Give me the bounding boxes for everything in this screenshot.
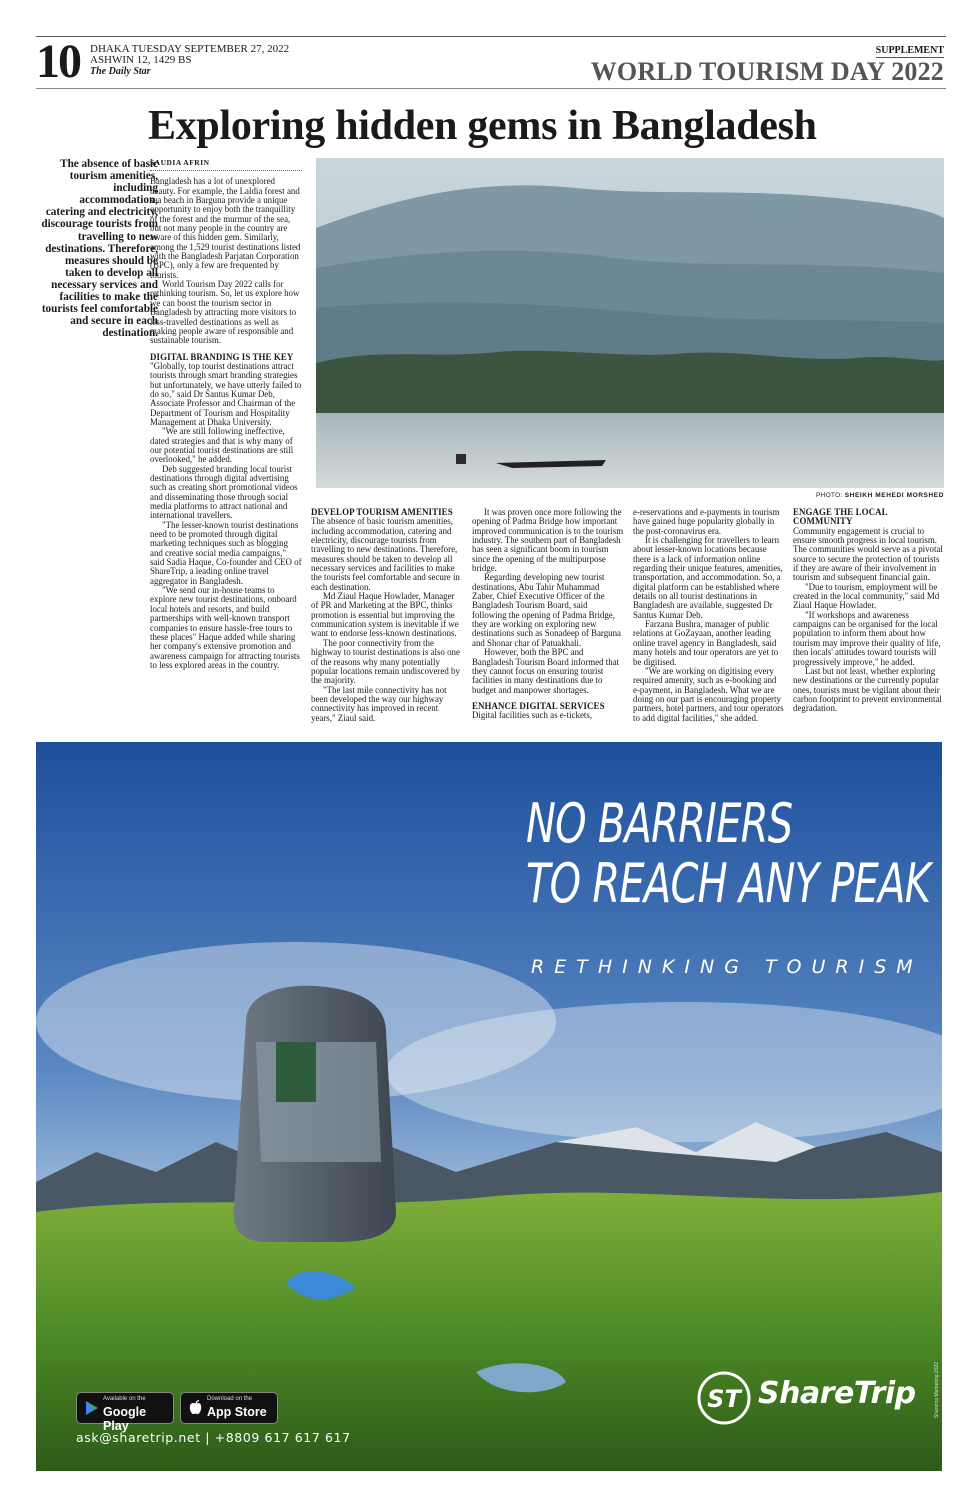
- paragraph: Md Ziaul Haque Howlader, Manager of PR and Marketing at the BPC, thinks promotion is essential but improving the communication system is inevitable if we want to endorse less-known destinations.: [311, 591, 459, 639]
- app-store-label: App Store: [207, 1405, 267, 1419]
- article-headline: Exploring hidden gems in Bangladesh: [148, 103, 817, 149]
- photo-credit-label: PHOTO:: [816, 492, 843, 499]
- date: DHAKA TUESDAY SEPTEMBER 27, 2022: [90, 43, 290, 55]
- app-store-small-text: Download on the: [207, 1396, 253, 1402]
- subheading: ENGAGE THE LOCAL COMMUNITY: [793, 507, 888, 527]
- top-rule: [36, 36, 946, 37]
- logo-badge-text: ST: [707, 1385, 741, 1413]
- subheading: DIGITAL BRANDING IS THE KEY: [150, 351, 294, 362]
- app-store-button[interactable]: [180, 1392, 278, 1424]
- ad-headline-line2: TO REACH ANY PEAK: [526, 852, 931, 915]
- page-number: 10: [36, 35, 80, 88]
- paragraph: The poor connectivity from the highway to tourist destinations is also one of the reasons why many potentially popular locations remain undiscovered by the majority.: [311, 637, 460, 686]
- paragraph: "Globally, top tourist destinations attract tourists through smart branding strategies but unfortunately, we have utterly failed to do so," said Dr Santus Kumar Deb, Associate Professor and Chairman of the Department of Tourism and Hospitality Management at Dhaka University.: [150, 360, 302, 427]
- paragraph: Digital facilities such as e-tickets,: [472, 710, 593, 721]
- subheading: ENHANCE DIGITAL SERVICES: [472, 700, 605, 711]
- paragraph: However, both the BPC and Bangladesh Tourism Board informed that they cannot focus on ensuring tourist facilities in many destinations due to budget and manpower shortages.: [472, 647, 620, 695]
- article-column-2: [311, 508, 463, 723]
- paragraph: "The last mile connectivity has not been developed the way our highway connectivity has improved in recent years," Ziaul said.: [311, 684, 447, 723]
- ad-headline: [526, 794, 930, 914]
- ad-vertical-note: Sharetrip Marketing 2022: [934, 1362, 940, 1419]
- pull-quote: The absence of basic tourism amenities, including accommodation, catering and electricity, discourage tourists from travelling to new destinations. Therefore, measures should be taken to develop all necessary services and facilities to make the tourists feel comfortable and secure in each destination.: [41, 158, 158, 340]
- masthead-logo: The Daily Star: [90, 66, 151, 77]
- sharetrip-logo: [694, 1370, 916, 1426]
- paragraph: "If workshops and awareness campaigns can be organised for the local population to inform them about how tourism may improve their quality of life, then locals' attitudes toward tourists will progressively improve," he added.: [793, 609, 941, 667]
- ad-subtitle: RETHINKING TOURISM: [531, 956, 923, 978]
- paragraph: "Due to tourism, employment will be created in the local community," said Md Ziaul Haque Howlader.: [793, 581, 940, 611]
- google-play-button[interactable]: [76, 1392, 174, 1433]
- apple-icon: [189, 1400, 203, 1416]
- article-column-1: [150, 158, 302, 670]
- supplement-label: SUPPLEMENT: [875, 45, 944, 56]
- article-column-5: [793, 508, 945, 714]
- paragraph: "The lesser-known tourist destinations need to be promoted through digital marketing techniques such as blogging and creative social media campaigns," said Sadia Haque, Co-founder and CEO of ShareTrip, a leading online travel aggregator in Bangladesh.: [150, 519, 302, 586]
- paragraph: Last but not least, whether exploring new destinations or the currently popular ones, tourists must be vigilant about their carbon footprint to prevent environmental degradation.: [793, 665, 942, 714]
- section-title: WORLD TOURISM DAY 2022: [590, 57, 944, 86]
- photo-credit-name: SHEIKH MEHEDI MORSHED: [844, 492, 944, 499]
- paragraph: "We are still following ineffective, dated strategies and that is why many of our potential tourist destinations are still overlooked," he added.: [150, 426, 294, 465]
- subheading: DEVELOP TOURISM AMENITIES: [311, 507, 453, 517]
- google-play-label: Google Play: [103, 1405, 147, 1433]
- paragraph: "We send our in-house teams to explore new tourist destinations, onboard local hotels and resorts, and build partnerships with well-known transport companies to ensure hassle-free tours to these places" Haque added while sharing her company's extensive promotion and awareness campaign for attracting tourists to less explored areas in the country.: [150, 585, 300, 670]
- paragraph: Farzana Bushra, manager of public relations at GoZayaan, another leading online travel agency in Bangladesh, said many hotels and tour operators are yet to be digitised.: [633, 619, 779, 667]
- sharetrip-badge-icon: [694, 1370, 754, 1426]
- lake-landscape-photo: [316, 158, 944, 488]
- paragraph: The absence of basic tourism amenities, including accommodation, catering and electricity, discourage tourists from travelling to new destinations. Therefore, measures should be taken to develop all necessary services and facilities to make the tourists feel comfortable and secure in each destination.: [311, 516, 460, 592]
- google-play-small-text: Available on the: [103, 1396, 146, 1402]
- paragraph: It was proven once more following the opening of Padma Bridge how important improved communication is to the tourism industry. The southern part of Bangladesh has seen a significant boom in tourism since the opening of the multipurpose bridge.: [472, 507, 624, 574]
- bangla-date: ASHWIN 12, 1429 BS: [90, 54, 192, 66]
- paragraph: Deb suggested branding local tourist destinations through digital advertising such as creating short promotional videos and disseminating those through social media platforms to attract national and international travellers.: [150, 463, 298, 521]
- article-column-3: [472, 508, 624, 721]
- paragraph: World Tourism Day 2022 calls for rethinking tourism. So, let us explore how we can boost the tourism sector in Bangladesh by attracting more visitors to less-travelled destinations as well as making people aware of responsible and sustainable tourism.: [150, 279, 300, 346]
- paragraph: e-reservations and e-payments in tourism have gained huge popularity globally in the post-coronavirus era.: [633, 507, 780, 536]
- google-play-icon: [85, 1400, 99, 1416]
- dateline: [90, 44, 289, 77]
- sharetrip-advertisement: [36, 742, 942, 1471]
- ad-contact-info: ask@sharetrip.net | +8809 617 617 617: [76, 1430, 351, 1445]
- paragraph: Community engagement is crucial to ensure smooth progress in local tourism. The communities would serve as a pivotal source to secure the protection of tourists if they are aware of their involvement in tourism and subsequent financial gain.: [793, 525, 943, 583]
- paragraph: Regarding developing new tourist destinations, Abu Tahir Muhammad Zaber, Chief Executive Officer of the Bangladesh Tourism Board, said following the opening of Padma Bridge, they are working on exploring new destinations such as Sonadeep of Barguna and Shonar char of Patuakhali.: [472, 572, 621, 648]
- byline: SAUDIA AFRIN: [150, 158, 302, 171]
- article-column-4: [633, 508, 785, 723]
- photo-credit: [816, 492, 944, 499]
- header-rule: [36, 88, 946, 89]
- ad-headline-line1: NO BARRIERS: [526, 792, 793, 855]
- paragraph: "We are working on digitising every required amenity, such as e-booking and e-payment, in Bangladesh. What we are doing on our part is encouraging property partners, hotel partners, and tour operators to add digital facilities," she added.: [633, 665, 784, 723]
- paragraph: It is challenging for travellers to learn about lesser-known locations because there is a lack of information online regarding their unique features, amenities, transportation, and accommodation. So, a digital platform can be established where details on all tourist destinations in Bangladesh are available, suggested Dr Santus Kumar Deb.: [633, 535, 783, 620]
- logo-wordmark: ShareTrip: [758, 1376, 916, 1411]
- paragraph: Bangladesh has a lot of unexplored beauty. For example, the Laldia forest and sea beach in Barguna provide a unique opportunity to enjoy both the tranquillity of the forest and the murmur of the sea, but not many people in the country are aware of this hidden gem. Similarly, among the 1,529 tourist destinations listed with the Bangladesh Parjatan Corporation (BPC), only a few are frequented by tourists.: [150, 176, 301, 280]
